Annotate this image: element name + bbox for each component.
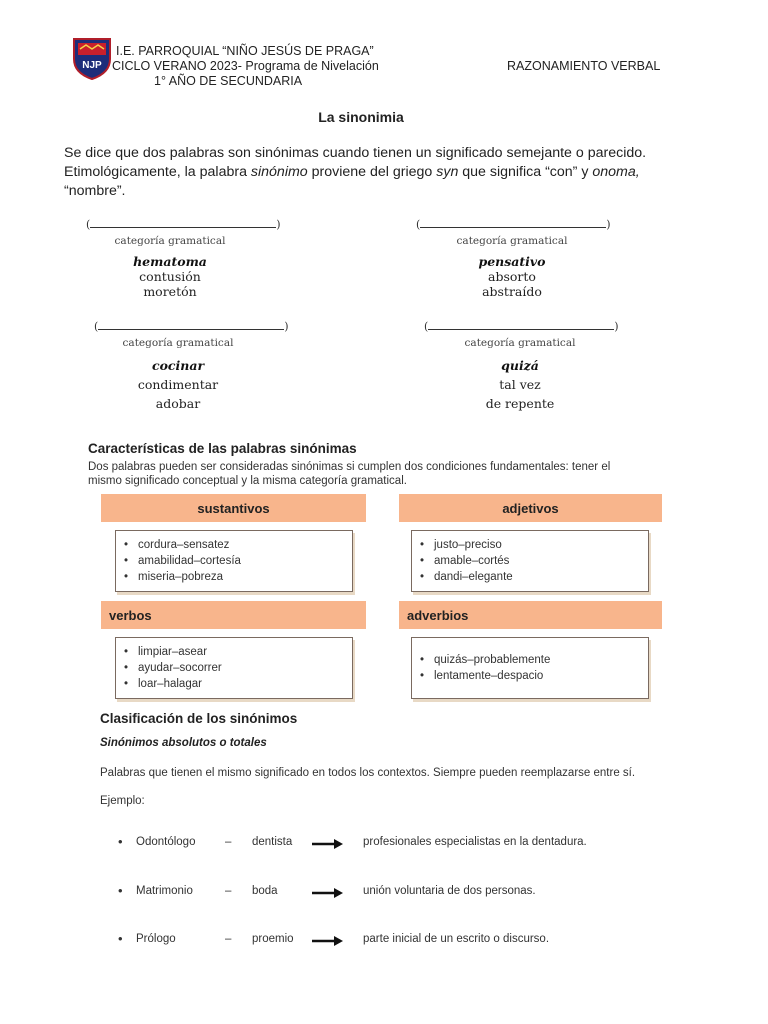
example-row xyxy=(118,885,638,901)
list-item: • lentamente–despacio xyxy=(412,668,648,684)
shield-icon xyxy=(72,37,112,81)
intro-italic: sinónimo xyxy=(250,164,308,180)
category-box-sustantivos xyxy=(115,530,353,592)
classification-subtitle: Sinónimos absolutos o totales xyxy=(100,737,267,749)
school-logo xyxy=(72,37,112,81)
example-synonym: proemio xyxy=(252,933,294,945)
list-item: • quizás–probablemente xyxy=(412,652,648,668)
blank-line: ( ) xyxy=(86,218,281,231)
category-label: categoría gramatical xyxy=(456,235,568,247)
category-header-verbos: verbos xyxy=(101,601,366,629)
example-row xyxy=(118,933,638,949)
group-main-word: cocinar xyxy=(151,358,205,373)
intro-italic: syn xyxy=(436,164,459,180)
intro-line-1: Se dice que dos palabras son sinónimas cuando tienen un significado semejante o parecido. xyxy=(64,145,647,161)
school-name: I.E. PARROQUIAL “NIÑO JESÚS DE PRAGA” xyxy=(116,44,374,58)
intro-text: proviene del griego xyxy=(307,164,437,180)
intro-italic: onoma, xyxy=(592,164,640,180)
example-synonym: boda xyxy=(252,885,278,897)
category-label: categoría gramatical xyxy=(122,337,234,349)
group-word: moretón xyxy=(143,284,197,299)
course-name: RAZONAMIENTO VERBAL xyxy=(507,59,661,73)
example-dash: – xyxy=(225,836,232,848)
bullet-icon: • xyxy=(118,834,123,849)
characteristics-text xyxy=(88,460,688,488)
list-item: • loar–halagar xyxy=(116,676,352,692)
arrow-right-icon xyxy=(312,887,344,899)
grade-line: 1° AÑO DE SECUNDARIA xyxy=(154,74,303,88)
blank-line: ( ) xyxy=(94,320,289,333)
example-synonym: dentista xyxy=(252,836,293,848)
group-main-word: hematoma xyxy=(133,254,207,269)
group-1 xyxy=(86,218,281,299)
category-box-adverbios xyxy=(411,637,649,699)
example-row xyxy=(118,836,638,852)
category-header-sustantivos: sustantivos xyxy=(101,494,366,522)
example-meaning: parte inicial de un escrito o discurso. xyxy=(363,933,550,945)
example-word: Prólogo xyxy=(136,933,176,945)
intro-paragraph xyxy=(64,144,704,201)
characteristics-line: mismo significado conceptual y la misma categoría gramatical. xyxy=(88,475,407,487)
example-label: Ejemplo: xyxy=(100,795,145,807)
group-word: contusión xyxy=(139,269,201,284)
list-item: • amable–cortés xyxy=(412,553,648,569)
example-word: Matrimonio xyxy=(136,885,193,897)
group-main-word: pensativo xyxy=(478,254,546,269)
group-word: de repente xyxy=(485,396,555,411)
logo-text: NJP xyxy=(82,60,102,71)
characteristics-line: Dos palabras pueden ser consideradas sinónimas si cumplen dos condiciones fundamentales: tener el xyxy=(88,461,611,473)
group-word: abstraído xyxy=(482,284,542,299)
category-label: categoría gramatical xyxy=(114,235,226,247)
list-item: • ayudar–socorrer xyxy=(116,660,352,676)
category-header-adverbios: adverbios xyxy=(399,601,662,629)
group-word: condimentar xyxy=(137,377,219,392)
list-item: • miseria–pobreza xyxy=(116,569,352,585)
category-label: categoría gramatical xyxy=(464,337,576,349)
characteristics-title: Características de las palabras sinónimas xyxy=(88,441,357,456)
example-meaning: unión voluntaria de dos personas. xyxy=(363,885,536,897)
blank-line: ( ) xyxy=(424,320,619,333)
page-title: La sinonimia xyxy=(318,109,404,125)
example-word: Odontólogo xyxy=(136,836,196,848)
group-4 xyxy=(424,320,620,411)
blank-line: ( ) xyxy=(416,218,611,231)
classification-description: Palabras que tienen el mismo significado en todos los contextos. Siempre pueden reemplazarse entre sí. xyxy=(100,767,636,779)
example-dash: – xyxy=(225,933,232,945)
intro-text: Etimológicamente, la palabra xyxy=(64,164,251,180)
category-header-adjetivos: adjetivos xyxy=(399,494,662,522)
list-item: • limpiar–asear xyxy=(116,644,352,660)
intro-line-2 xyxy=(64,163,704,182)
group-2 xyxy=(416,218,612,299)
bullet-icon: • xyxy=(118,883,123,898)
group-main-word: quizá xyxy=(501,358,539,373)
group-word: adobar xyxy=(155,396,201,411)
list-item: • justo–preciso xyxy=(412,537,648,553)
list-item: • amabilidad–cortesía xyxy=(116,553,352,569)
group-3 xyxy=(94,320,289,411)
category-box-verbos xyxy=(115,637,353,699)
list-item: • cordura–sensatez xyxy=(116,537,352,553)
example-meaning: profesionales especialistas en la dentadura. xyxy=(363,836,587,848)
group-word: absorto xyxy=(488,269,536,284)
program-line: CICLO VERANO 2023- Programa de Nivelación xyxy=(112,59,379,73)
arrow-right-icon xyxy=(312,935,344,947)
intro-line-3: “nombre”. xyxy=(64,183,126,199)
bullet-icon: • xyxy=(118,931,123,946)
arrow-right-icon xyxy=(312,838,344,850)
group-word: tal vez xyxy=(499,377,541,392)
example-dash: – xyxy=(225,885,232,897)
classification-title: Clasificación de los sinónimos xyxy=(100,711,298,726)
category-box-adjetivos xyxy=(411,530,649,592)
intro-text: que significa “con” y xyxy=(458,164,593,180)
list-item: • dandi–elegante xyxy=(412,569,648,585)
